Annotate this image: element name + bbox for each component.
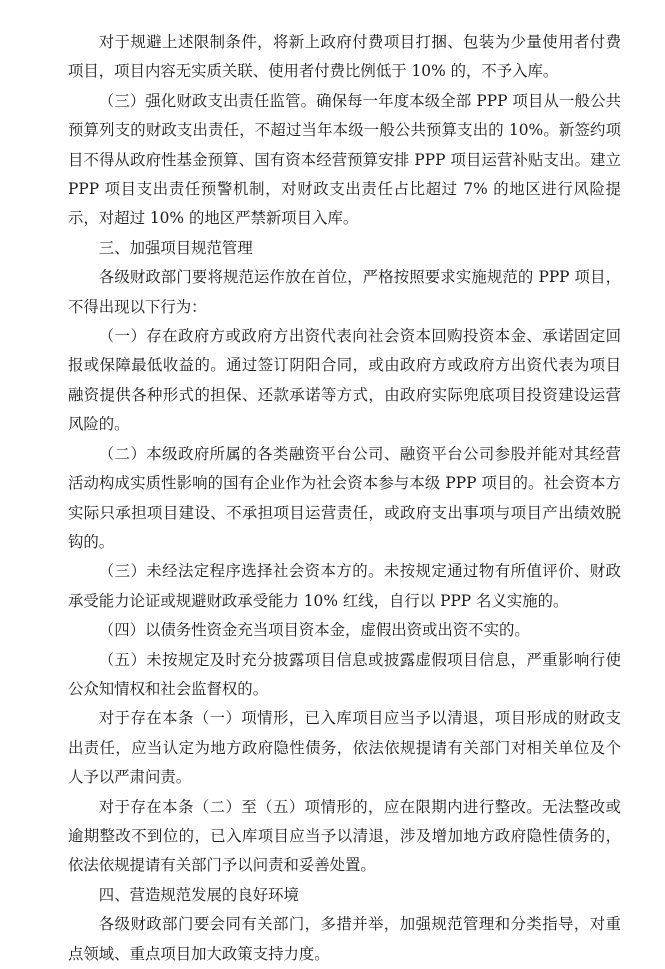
paragraph-prohibited-intro: 各级财政部门要将规范运作放在首位，严格按照要求实施规范的 PPP 项目，不得出现以下行为： — [68, 268, 621, 316]
paragraph-policy-support: 各级财政部门要会同有关部门，多措并举，加强规范管理和分类指导，对重点领域、重点项目加大政策支持力度。 — [68, 915, 621, 963]
paragraph-item-5: （五）未按规定及时充分披露项目信息或披露虚假项目信息，严重影响行使公众知情权和社会监督权的。 — [68, 650, 621, 698]
paragraph-item-2: （二）本级政府所属的各类融资平台公司、融资平台公司参股并能对其经营活动构成实质性影响的国有企业作为社会资本参与本级 PPP 项目的。社会资本方实际只承担项目建设、不承担项目运营责任，或政府支出事项与项目产出绩效脱钩的。 — [68, 444, 621, 551]
paragraph-item-4: （四）以债务性资金充当项目资本金，虚假出资或出资不实的。 — [98, 621, 530, 640]
section-heading-environment: 四、营造规范发展的良好环境 — [98, 885, 299, 904]
paragraph-item-1: （一）存在政府方或政府方出资代表向社会资本回购投资本金、承诺固定回报或保障最低收益的。通过签订阴阳合同，或由政府方或政府方出资代表为项目融资提供各种形式的担保、还款承诺等方式，由政府实际兜底项目投资建设运营风险的。 — [68, 327, 621, 434]
paragraph-item-1-consequence: 对于存在本条（一）项情形，已入库项目应当予以清退，项目形成的财政支出责任，应当认定为地方政府隐性债务，依法依规提请有关部门对相关单位及个人予以严肃问责。 — [68, 709, 621, 787]
paragraph-item-3: （三）未经法定程序选择社会资本方的。未按规定通过物有所值评价、财政承受能力论证或规避财政承受能力 10% 红线，自行以 PPP 名义实施的。 — [68, 562, 621, 610]
paragraph-user-fee-exclusion: 对于规避上述限制条件，将新上政府付费项目打捆、包装为少量使用者付费项目，项目内容无实质关联、使用者付费比例低于 10% 的，不予入库。 — [68, 33, 621, 81]
section-heading-project-management: 三、加强项目规范管理 — [98, 238, 253, 257]
paragraph-fiscal-supervision: （三）强化财政支出责任监管。确保每一年度本级全部 PPP 项目从一般公共预算列支的财政支出责任，不超过当年本级一般公共预算支出的 10%。新签约项目不得从政府性基金预算、国有资本经营预算安排 PPP 项目运营补贴支出。建立 PPP 项目支出责任预警机制，对财政支出责任占比超过 7% 的地区进行风险提示，对超过 10% 的地区严禁新项目入库。 — [68, 91, 621, 228]
paragraph-items-2-5-consequence: 对于存在本条（二）至（五）项情形的，应在限期内进行整改。无法整改或逾期整改不到位的，已入库项目应当予以清退，涉及增加地方政府隐性债务的，依法依规提请有关部门予以问责和妥善处置。 — [68, 797, 621, 875]
